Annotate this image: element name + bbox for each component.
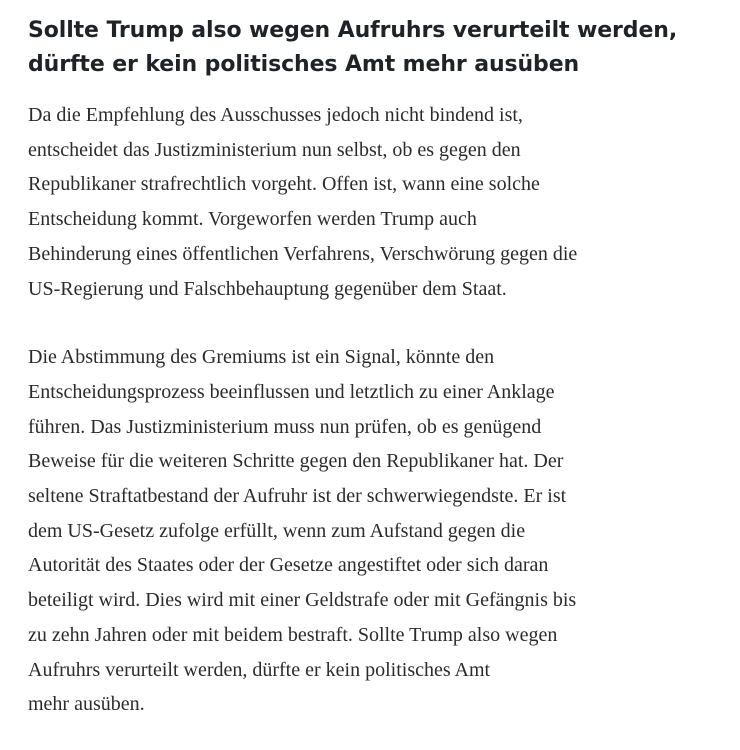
text-line: beteiligt wird. Dies wird mit einer Geldstrafe oder mit Gefängnis bis xyxy=(28,589,577,612)
paragraph-spacer xyxy=(28,306,740,340)
paragraph-2 xyxy=(28,340,740,722)
text-line: entscheidet das Justizministerium nun selbst, ob es gegen den xyxy=(28,138,521,161)
text-line: seltene Straftatbestand der Aufruhr ist der schwerwiegendste. Er ist xyxy=(28,485,567,508)
text-line: Republikaner strafrechtlich vorgeht. Offen ist, wann eine solche xyxy=(28,173,540,196)
text-line: Entscheidungsprozess beeinflussen und letztlich zu einer Anklage xyxy=(28,380,555,403)
text-line: Beweise für die weiteren Schritte gegen den Republikaner hat. Der xyxy=(28,450,564,473)
text-line: mehr ausüben. xyxy=(28,693,145,716)
heading-line: Sollte Trump also wegen Aufruhrs verurteilt werden, xyxy=(28,18,678,43)
text-line: US-Regierung und Falschbehauptung gegenüber dem Staat. xyxy=(28,277,507,300)
text-line: Die Abstimmung des Gremiums ist ein Signal, könnte den xyxy=(28,346,495,369)
text-line: Autorität des Staates oder der Gesetze angestiftet oder sich daran xyxy=(28,554,549,577)
paragraph-1 xyxy=(28,98,740,306)
article xyxy=(28,14,740,722)
text-line: Aufruhrs verurteilt werden, dürfte er kein politisches Amt xyxy=(28,658,491,681)
text-line: dem US-Gesetz zufolge erfüllt, wenn zum Aufstand gegen die xyxy=(28,519,526,542)
text-line: Da die Empfehlung des Ausschusses jedoch nicht bindend ist, xyxy=(28,104,523,126)
text-line: führen. Das Justizministerium muss nun prüfen, ob es genügend xyxy=(28,415,542,438)
text-line: Behinderung eines öffentlichen Verfahrens, Verschwörung gegen die xyxy=(28,242,578,265)
section-heading xyxy=(28,14,740,82)
text-line: Entscheidung kommt. Vorgeworfen werden Trump auch xyxy=(28,208,477,231)
heading-line: dürfte er kein politisches Amt mehr ausüben xyxy=(28,52,580,77)
text-line: zu zehn Jahren oder mit beidem bestraft. Sollte Trump also wegen xyxy=(28,623,558,646)
